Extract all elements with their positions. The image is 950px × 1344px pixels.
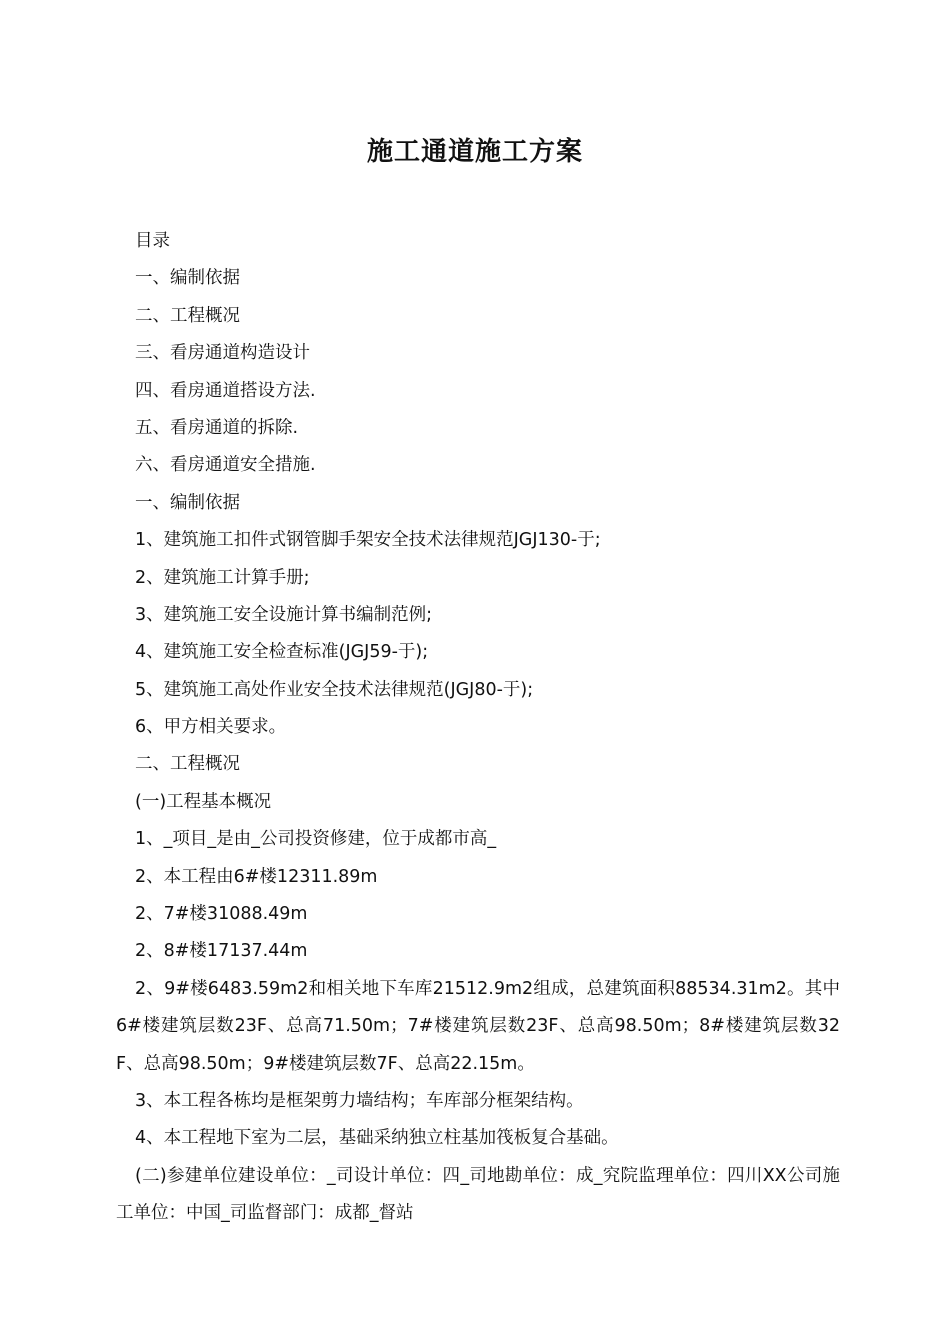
overview-area-paragraph: 2、9#楼6483.59m2和相关地下车库21512.9m2组成，总建筑面积88534.31m2。其中6#楼建筑层数23F、总高71.50m；7#楼建筑层数23F、总高98.50m；8#楼建筑层数32F、总高98.50m；9#楼建筑层数7F、总高22.15m。 xyxy=(116,978,840,1074)
overview-item-3: 3、本工程各栋均是框架剪力墙结构；车库部分框架结构。 xyxy=(135,1091,584,1112)
basis-item-2: 2、建筑施工计算手册; xyxy=(135,567,310,588)
overview-item-2a: 2、本工程由6#楼12311.89m xyxy=(135,866,378,887)
toc-item-1: 一、编制依据 xyxy=(135,268,240,289)
overview-item-2b: 2、7#楼31088.49m xyxy=(135,904,308,925)
toc-item-5: 五、看房通道的拆除. xyxy=(135,417,299,438)
basis-item-1: 1、建筑施工扣件式钢管脚手架安全技术法律规范JGJ130-于; xyxy=(135,530,601,551)
participants-paragraph: (二)参建单位建设单位：_司设计单位：四_司地勘单位：成_究院监理单位：四川XX公司施工单位：中国_司监督部门：成都_督站 xyxy=(116,1165,840,1224)
basis-item-4: 4、建筑施工安全检查标准(JGJ59-于); xyxy=(135,642,429,663)
toc-item-2: 二、工程概况 xyxy=(135,305,240,326)
basis-item-5: 5、建筑施工高处作业安全技术法律规范(JGJ80-于); xyxy=(135,679,534,700)
overview-item-1: 1、_项目_是由_公司投资修建，位于成都市高_ xyxy=(135,829,497,850)
section-heading-basis: 一、编制依据 xyxy=(135,492,240,513)
toc-heading: 目录 xyxy=(135,231,170,251)
toc-item-6: 六、看房通道安全措施. xyxy=(135,455,316,476)
document-body xyxy=(116,223,840,1233)
toc-item-3: 三、看房通道构造设计 xyxy=(135,343,310,364)
subsection-heading-basic: (一)工程基本概况 xyxy=(135,791,272,812)
overview-item-2c: 2、8#楼17137.44m xyxy=(135,941,308,962)
basis-item-3: 3、建筑施工安全设施计算书编制范例; xyxy=(135,604,433,625)
overview-item-4: 4、本工程地下室为二层，基础采纳独立柱基加筏板复合基础。 xyxy=(135,1128,619,1149)
section-heading-overview: 二、工程概况 xyxy=(135,754,240,775)
toc-item-4: 四、看房通道搭设方法. xyxy=(135,380,316,401)
document-title: 施工通道施工方案 xyxy=(366,137,583,167)
basis-item-6: 6、甲方相关要求。 xyxy=(135,717,287,738)
